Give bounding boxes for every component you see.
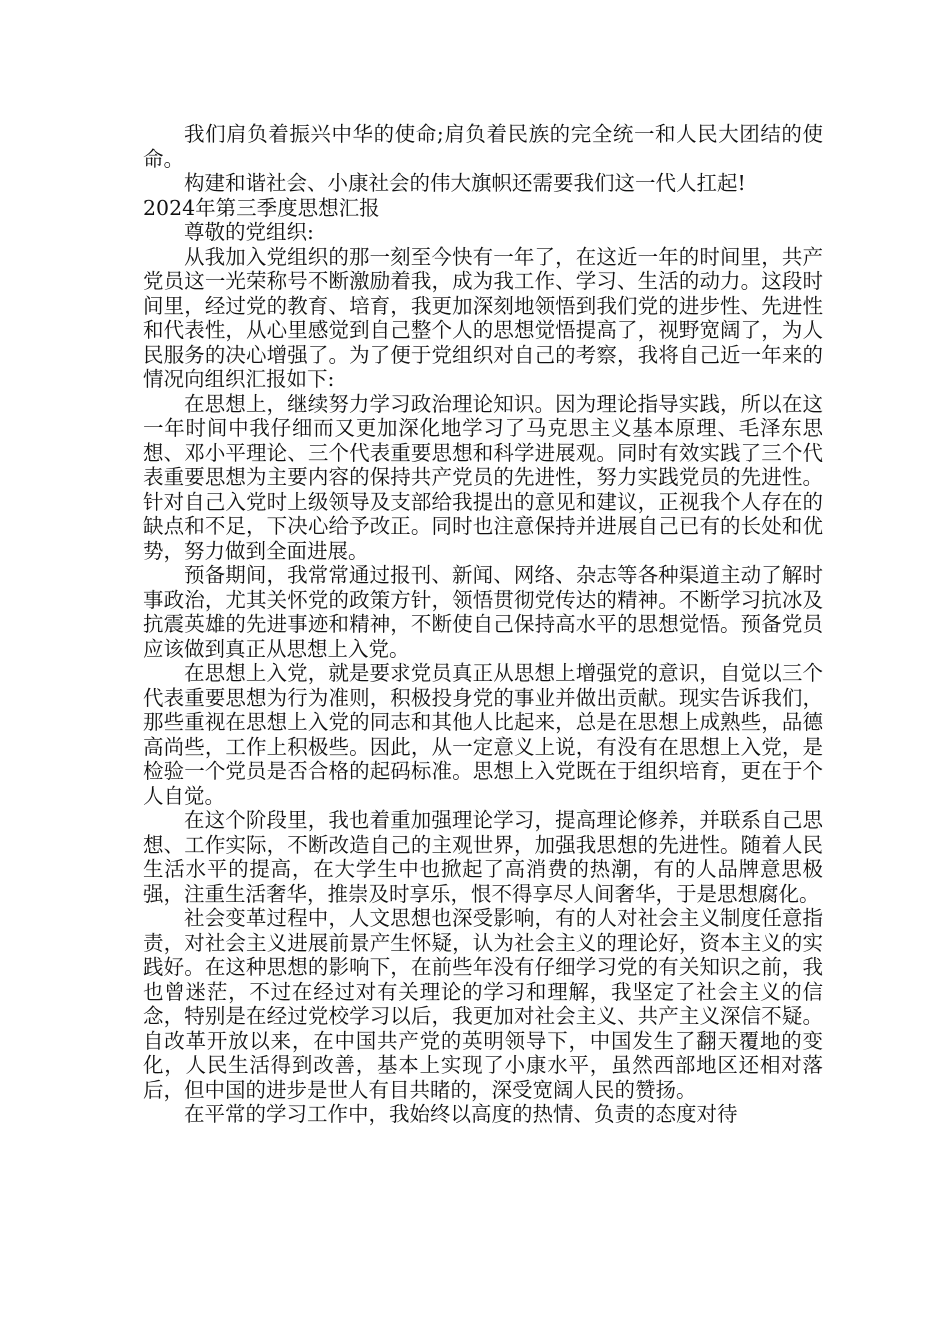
paragraph-banner: 构建和谐社会、小康社会的伟大旗帜还需要我们这一代人扛起!	[184, 171, 746, 195]
paragraph-intro: 从我加入党组织的那一刻至今快有一年了，在这近一年的时间里，共产党员这一光荣称号不断激励着我，成为我工作、学习、生活的动力。这段时间里，经过党的教育、培育，我更加深刻地领悟到我们党的进步性、先进性和代表性，从心里感觉到自己整个人的思想觉悟提高了，视野宽阔了，为人民服务的决心增强了。为了便于党组织对自己的考察，我将自己近一年来的情况向组织汇报如下:	[143, 244, 823, 391]
paragraph-social-change: 社会变革过程中，人文思想也深受影响，有的人对社会主义制度任意指责，对社会主义进展前景产生怀疑，认为社会主义的理论好，资本主义的实践好。在这种思想的影响下，在前些年没有仔细学习党的有关知识之前，我也曾迷茫，不过在经过对有关理论的学习和理解，我坚定了社会主义的信念，特别是在经过党校学习以后，我更加对社会主义、共产主义深信不疑。自改革开放以来，在中国共产党的英明领导下，中国发生了翻天覆地的变化，人民生活得到改善，基本上实现了小康水平，虽然西部地区还相对落后，但中国的进步是世人有目共睹的，深受宽阔人民的赞扬。	[143, 906, 823, 1102]
report-title: 2024年第三季度思想汇报	[143, 195, 380, 220]
paragraph-theory-study: 在这个阶段里，我也着重加强理论学习，提高理论修养，并联系自己思想、工作实际，不断改造自己的主观世界，加强我思想的先进性。随着人民生活水平的提高，在大学生中也掀起了高消费的热潮，有的人品牌意思极强，注重生活奢华，推崇及时享乐，恨不得享尽人间奢华，于是思想腐化。	[143, 808, 823, 906]
salutation: 尊敬的党组织:	[184, 220, 314, 244]
paragraph-ideology: 在思想上，继续努力学习政治理论知识。因为理论指导实践，所以在这一年时间中我仔细而又更加深化地学习了马克思主义基本原理、毛泽东思想、邓小平理论、三个代表重要思想和科学进展观。同时有效实践了三个代表重要思想为主要内容的保持共产党员的先进性，努力实践党员的先进性。针对自己入党时上级领导及支部给我提出的意见和建议，正视我个人存在的缺点和不足，下决心给予改正。同时也注意保持并进展自己已有的长处和优势，努力做到全面进展。	[143, 391, 823, 563]
document-page	[143, 122, 823, 1127]
paragraph-probation: 预备期间，我常常通过报刊、新闻、网络、杂志等各种渠道主动了解时事政治，尤其关怀党的政策方针，领悟贯彻党传达的精神。不断学习抗冰及抗震英雄的先进事迹和精神，不断使自己保持高水平的思想觉悟。预备党员应该做到真正从思想上入党。	[143, 563, 823, 661]
paragraph-join-in-thought: 在思想上入党，就是要求党员真正从思想上增强党的意识，自觉以三个代表重要思想为行为准则，积极投身党的事业并做出贡献。现实告诉我们，那些重视在思想上入党的同志和其他人比起来，总是在思想上成熟些，品德高尚些，工作上积极些。因此，从一定意义上说，有没有在思想上入党，是检验一个党员是否合格的起码标准。思想上入党既在于组织培育，更在于个人自觉。	[143, 661, 823, 808]
paragraph-mission: 我们肩负着振兴中华的使命;肩负着民族的完全统一和人民大团结的使命。	[143, 122, 823, 171]
paragraph-daily-work: 在平常的学习工作中，我始终以高度的热情、负责的态度对待	[184, 1102, 738, 1126]
